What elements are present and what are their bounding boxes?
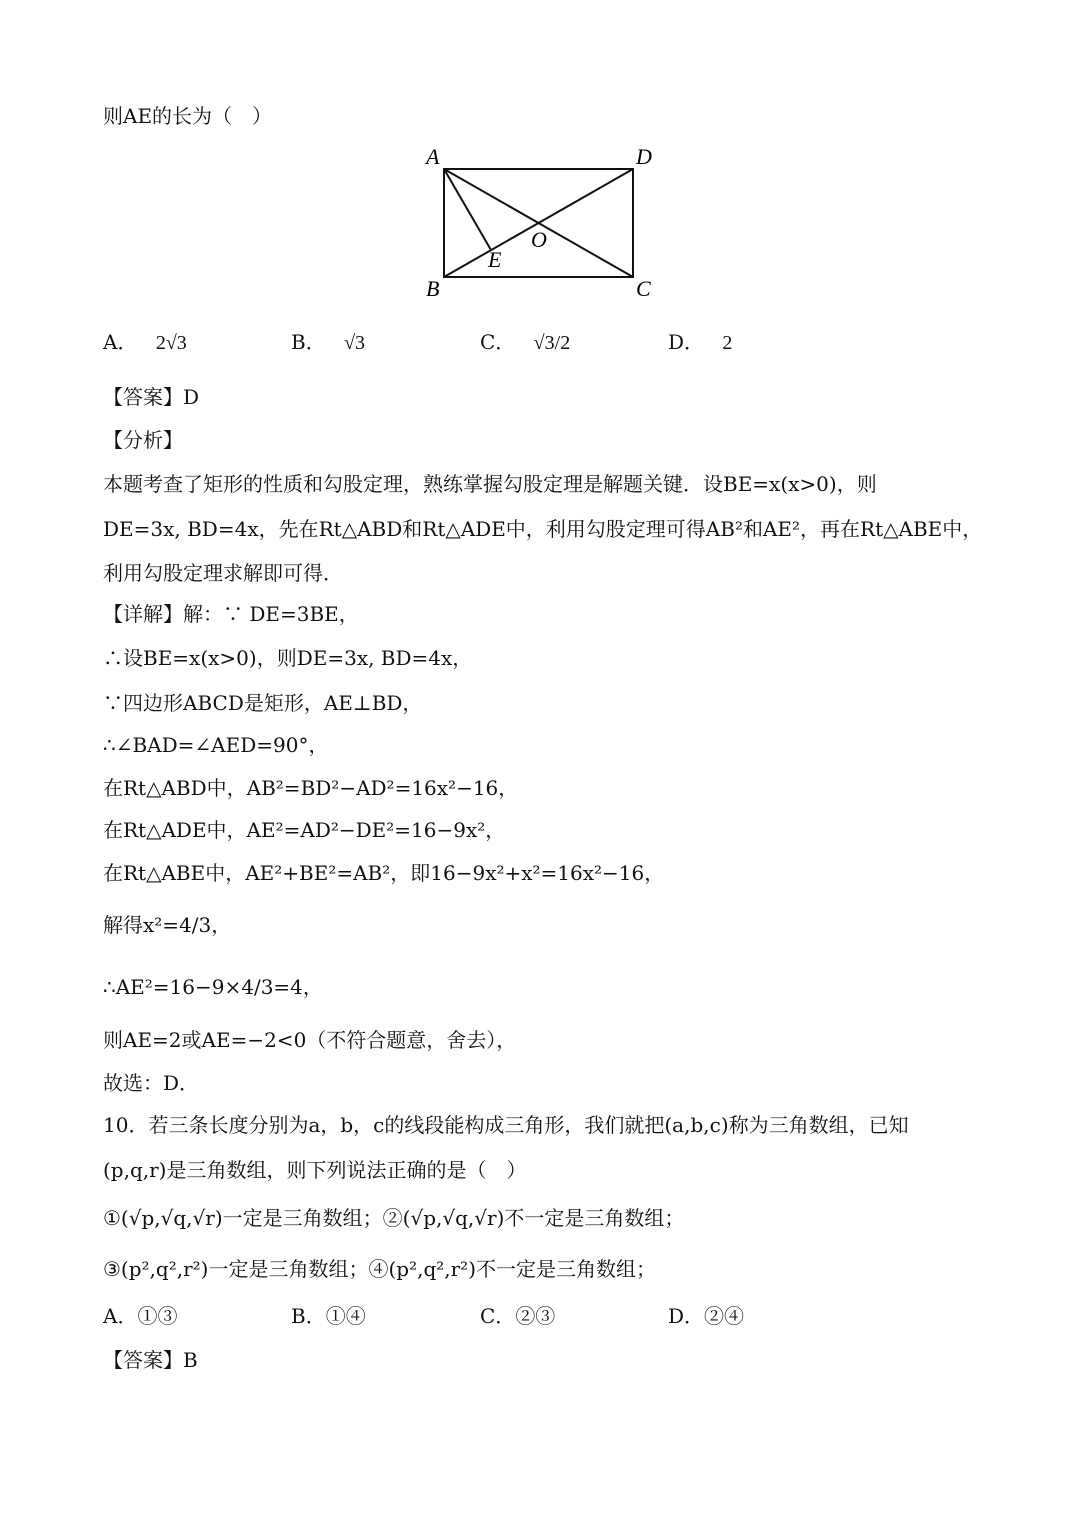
q10-option-b-letter: B． xyxy=(291,1304,326,1328)
q10-option-d-value: ②④ xyxy=(704,1304,745,1328)
q9-option-d-letter: D． xyxy=(668,330,705,354)
q9-detail-line-10: 则AE=2或AE=−2<0（不符合题意，舍去）， xyxy=(103,1028,517,1052)
q9-option-c-value: √3/2 xyxy=(533,332,571,354)
q9-analysis-line-1: 本题考查了矩形的性质和勾股定理，熟练掌握勾股定理是解题关键．设BE=x(x>0)，则 xyxy=(103,472,877,496)
q10-stem-line-1: 10．若三条长度分别为a，b，c的线段能构成三角形，我们就把(a,b,c)称为三角数组，已知 xyxy=(103,1113,909,1137)
label-b: B xyxy=(426,276,440,301)
q10-option-b xyxy=(291,1306,366,1326)
q10-option-c-letter: C． xyxy=(480,1304,516,1328)
q9-detail-line-6: 在Rt△ADE中，AE²=AD²−DE²=16−9x²， xyxy=(103,818,506,842)
q9-detail-line-2: ∴设BE=x(x>0)，则DE=3x, BD=4x， xyxy=(103,646,473,670)
q10-statement-2: ③(p²,q²,r²)一定是三角数组；④(p²,q²,r²)不一定是三角数组； xyxy=(103,1257,657,1281)
q9-detail-line-5: 在Rt△ABD中，AB²=BD²−AD²=16x²−16， xyxy=(103,776,519,800)
q9-option-a-value: 2√3 xyxy=(155,332,187,354)
q10-option-c-value: ②③ xyxy=(515,1304,556,1328)
q9-option-c xyxy=(480,332,570,353)
label-d: D xyxy=(636,144,652,169)
q9-detail-line-7: 在Rt△ABE中，AE²+BE²=AB²，即16−9x²+x²=16x²−16， xyxy=(103,861,665,885)
label-a: A xyxy=(426,144,440,169)
q9-option-b-value: √3 xyxy=(344,332,366,354)
label-o: O xyxy=(531,227,547,252)
q10-option-a-value: ①③ xyxy=(137,1304,178,1328)
q9-option-a-letter: A． xyxy=(103,330,138,354)
q10-stem-line-2: (p,q,r)是三角数组，则下列说法正确的是（ ） xyxy=(103,1158,527,1182)
q10-option-d-letter: D． xyxy=(668,1304,705,1328)
q9-option-d xyxy=(668,332,732,353)
q10-statement-1: ①(√p,√q,√r)一定是三角数组；②(√p,√q,√r)不一定是三角数组； xyxy=(103,1206,685,1230)
q9-answer: 【答案】D xyxy=(103,385,200,409)
label-e: E xyxy=(488,247,502,272)
q9-detail-line-11: 故选：D． xyxy=(103,1071,200,1095)
q9-detail-line-9: ∴AE²=16−9×4/3=4， xyxy=(103,975,323,999)
q10-option-a xyxy=(103,1306,177,1326)
q9-detail-line-1: 【详解】解：∵ DE=3BE， xyxy=(103,602,359,626)
q10-answer: 【答案】B xyxy=(103,1348,198,1372)
q9-option-a xyxy=(103,332,187,353)
q9-option-b-letter: B． xyxy=(291,330,326,354)
rectangle-figure xyxy=(420,140,680,305)
q10-option-b-value: ①④ xyxy=(325,1304,366,1328)
q9-option-d-value: 2 xyxy=(722,332,733,354)
q9-analysis-header: 【分析】 xyxy=(103,428,183,452)
segment-ae xyxy=(444,169,491,250)
q9-option-c-letter: C． xyxy=(480,330,516,354)
q9-detail-line-8: 解得x²=4/3， xyxy=(103,913,232,937)
q10-option-d xyxy=(668,1306,744,1326)
label-c: C xyxy=(636,276,651,301)
q9-stem: 则AE的长为（ ） xyxy=(103,104,273,128)
q9-analysis-line-2: DE=3x, BD=4x，先在Rt△ABD和Rt△ADE中，利用勾股定理可得AB²和AE²，再在Rt△ABE中， xyxy=(103,517,983,541)
q9-option-b xyxy=(291,332,365,353)
q10-option-a-letter: A． xyxy=(103,1304,138,1328)
q10-option-c xyxy=(480,1306,555,1326)
q9-analysis-line-3: 利用勾股定理求解即可得． xyxy=(103,561,343,585)
q9-detail-line-4: ∴∠BAD=∠AED=90°， xyxy=(103,733,329,757)
q9-detail-line-3: ∵四边形ABCD是矩形，AE⊥BD， xyxy=(103,691,423,715)
